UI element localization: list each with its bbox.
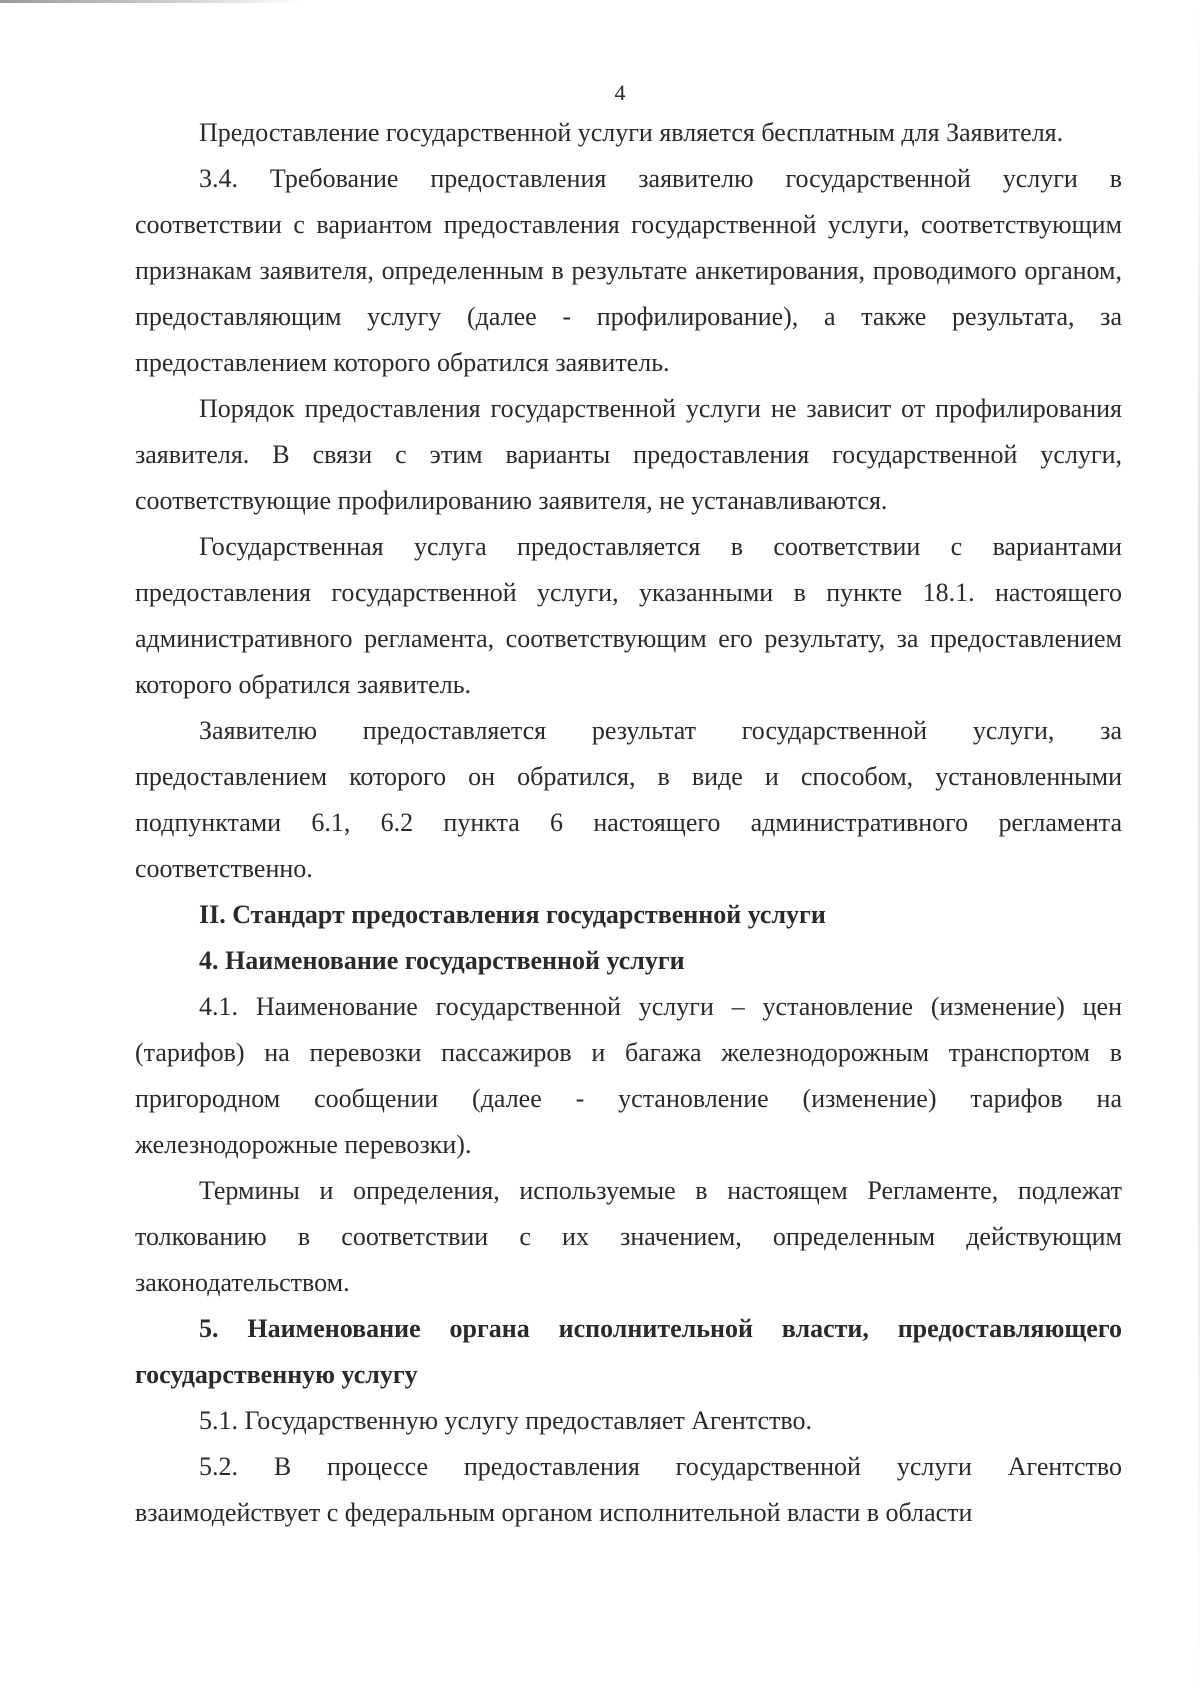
paragraph-free-of-charge: Предоставление государственной услуги является бесплатным для Заявителя.: [199, 118, 1064, 147]
heading-section-2: II. Стандарт предоставления государственной услуги: [199, 900, 826, 929]
paragraph-3-4: 3.4. Требование предоставления заявителю государственной услуги в соответствии с вариантом предоставления государственной услуги, соответствующим признакам заявителя, определенным в результате анкетирования, проводимого органом, предоставляющим услугу (далее - профилирование), а также результата, за предоставлением которого обратился заявитель.: [135, 164, 1122, 377]
scan-edge-top: [0, 0, 300, 3]
heading-5: 5. Наименование органа исполнительной власти, предоставляющего государственную услугу: [135, 1314, 1122, 1389]
paragraph-result: Заявителю предоставляется результат государственной услуги, за предоставлением которого он обратился, в виде и способом, установленными подпунктами 6.1, 6.2 пункта 6 настоящего административного регламента соответственно.: [135, 716, 1122, 883]
heading-4: 4. Наименование государственной услуги: [199, 946, 685, 975]
paragraph-terms: Термины и определения, используемые в настоящем Регламенте, подлежат толкованию в соответствии с их значением, определенным действующим законодательством.: [135, 1176, 1122, 1297]
paragraph-4-1: 4.1. Наименование государственной услуги – установление (изменение) цен (тарифов) на перевозки пассажиров и багажа железнодорожным транспортом в пригородном сообщении (далее - установление (изменение) тарифов на железнодорожные перевозки).: [135, 992, 1122, 1159]
page-number: 4: [614, 80, 626, 105]
paragraph-5-2: 5.2. В процессе предоставления государственной услуги Агентство взаимодействует с федеральным органом исполнительной власти в области: [135, 1452, 1122, 1527]
paragraph-variants: Государственная услуга предоставляется в соответствии с вариантами предоставления государственной услуги, указанными в пункте 18.1. настоящего административного регламента, соответствующим его результату, за предоставлением которого обратился заявитель.: [135, 532, 1122, 699]
document-body: [135, 110, 1122, 1536]
paragraph-5-1: 5.1. Государственную услугу предоставляет Агентство.: [199, 1406, 812, 1435]
paragraph-profiling: Порядок предоставления государственной услуги не зависит от профилирования заявителя. В связи с этим варианты предоставления государственной услуги, соответствующие профилированию заявителя, не устанавливаются.: [135, 394, 1122, 515]
